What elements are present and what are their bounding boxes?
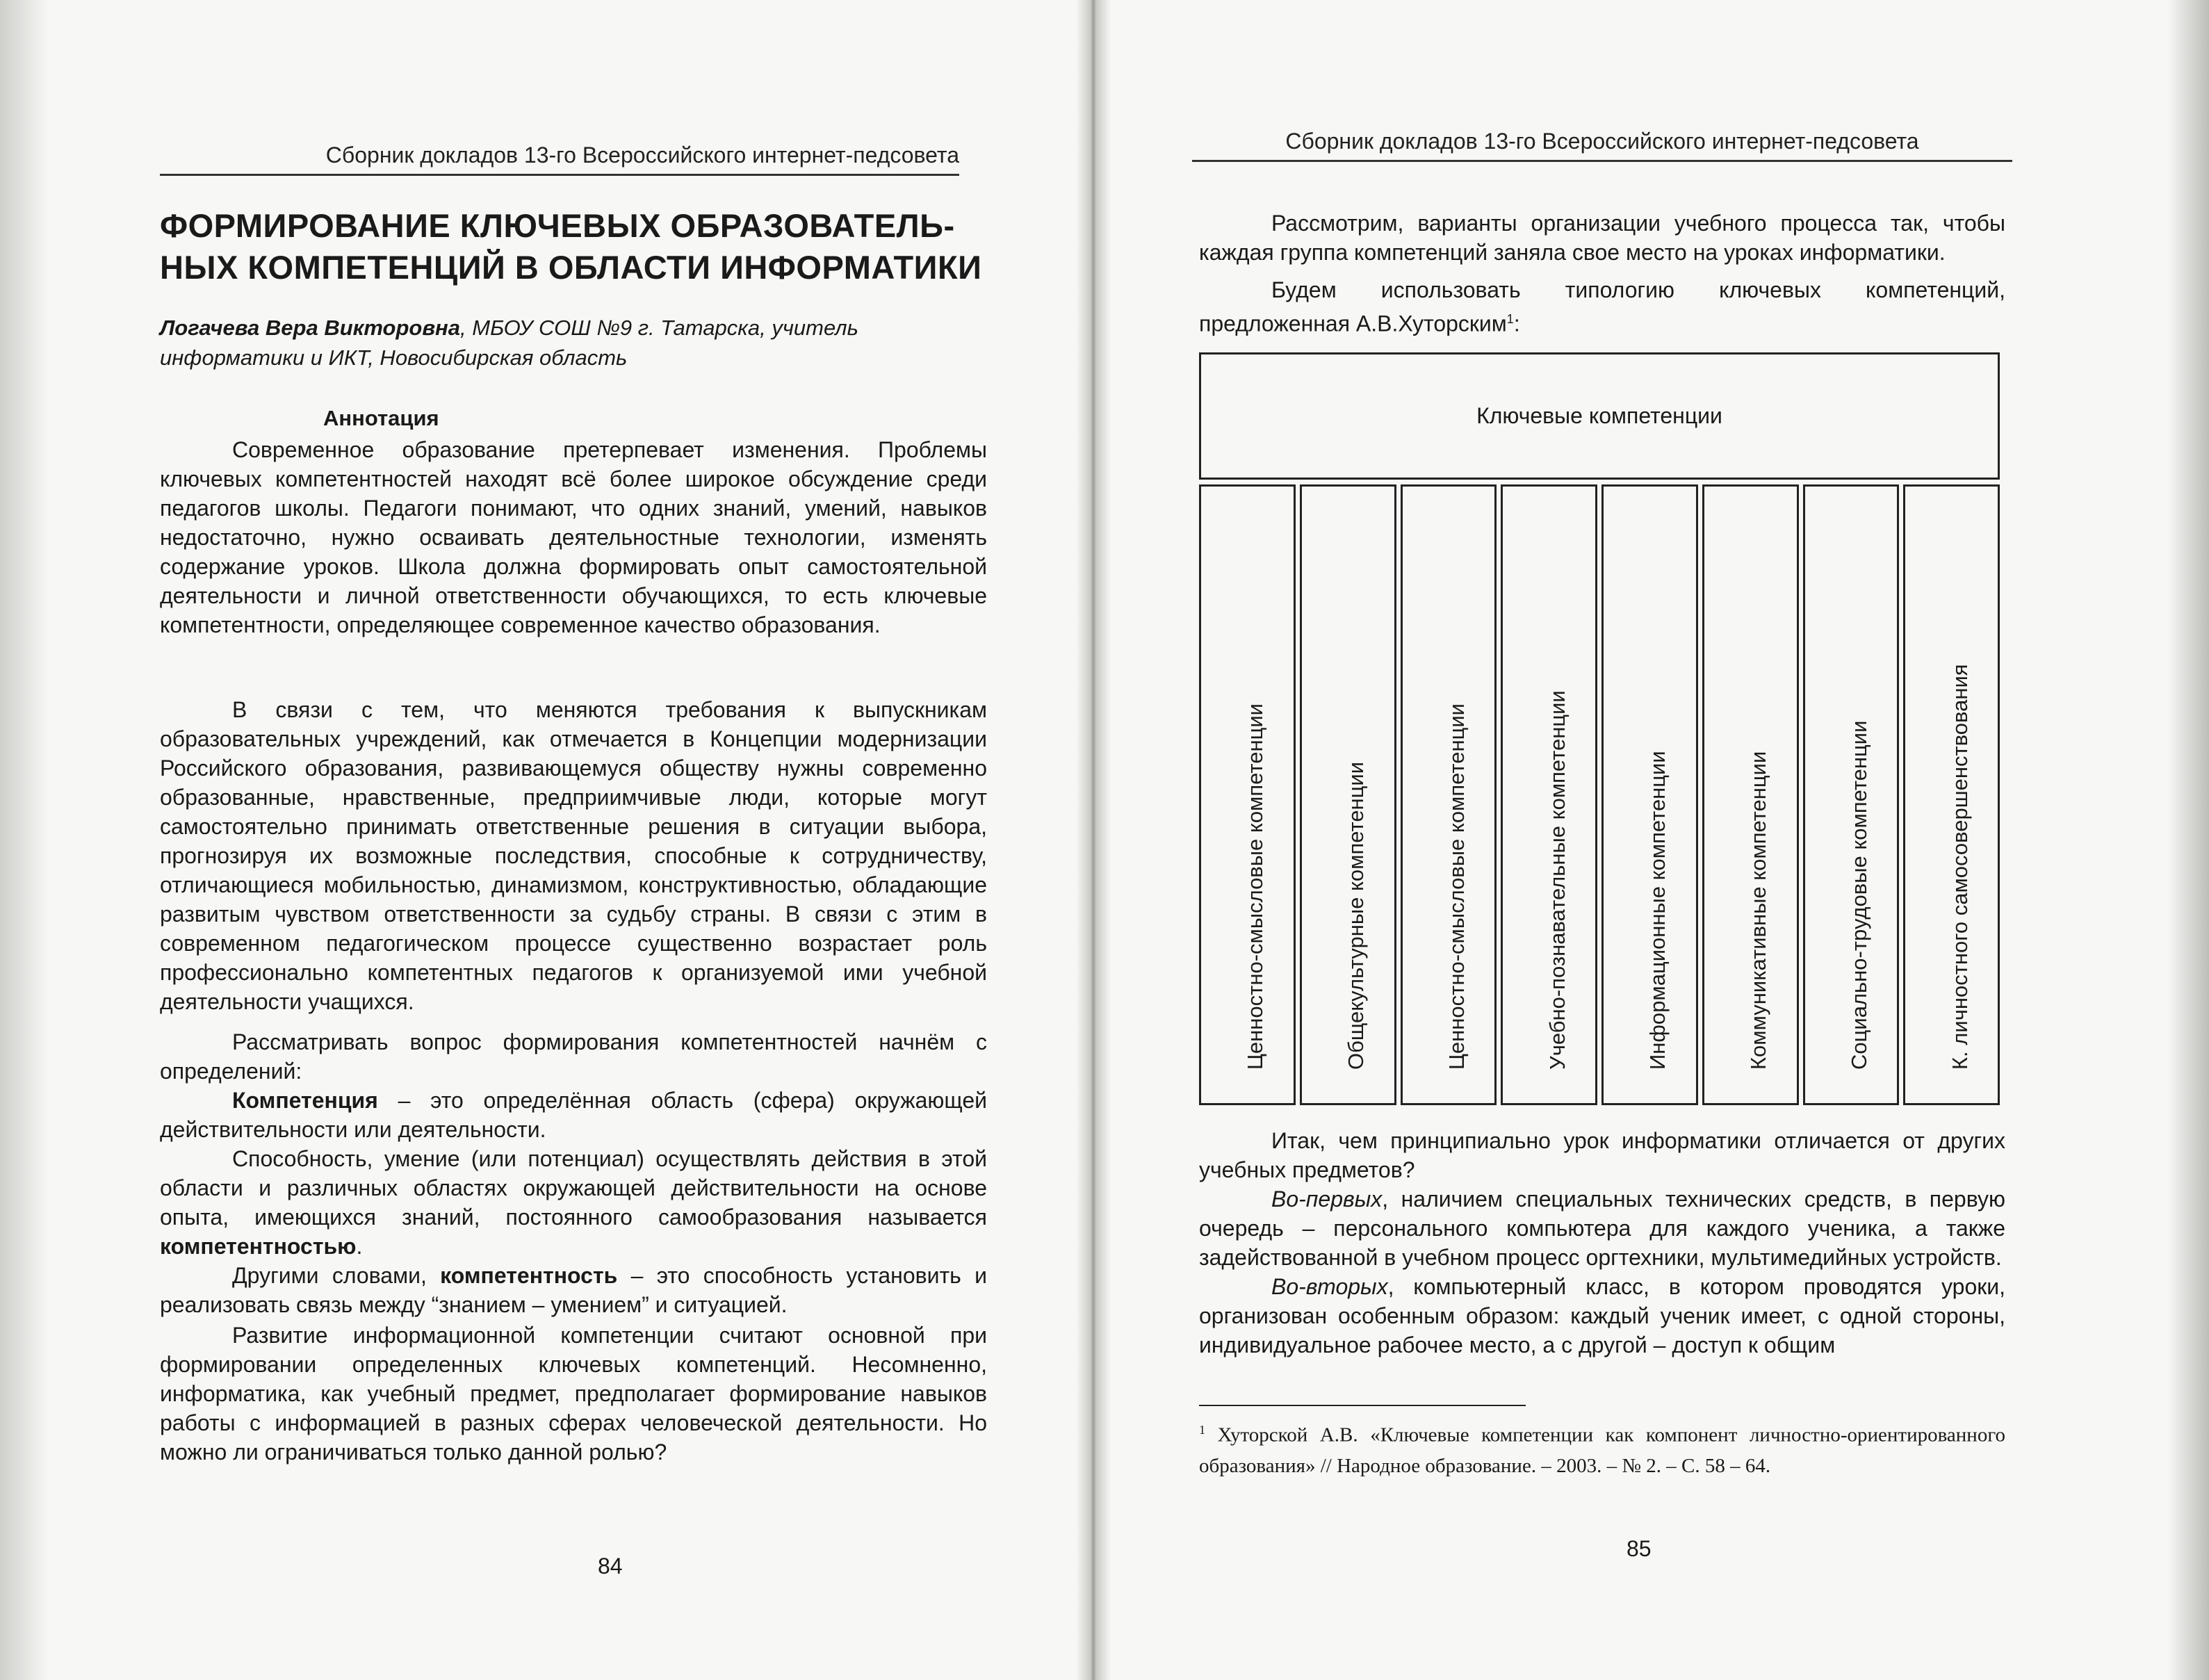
ability-end: .: [356, 1234, 363, 1259]
competency-label: Ценностно-смысловые компетенции: [1444, 703, 1469, 1070]
firstly-text: , наличием специальных технических средств, в первую очередь – персонального компьютера для каждого ученика, а также задействованной в учебном процесс оргтехники, мультимедийных устройств.: [1199, 1186, 2005, 1270]
definitions-intro-paragraph: Рассматривать вопрос формирования компетентностей начнём с определений:: [160, 1029, 987, 1084]
other-words-end: – это способность установить и реализовать связь между “знанием – умением” и ситуацией.: [160, 1263, 987, 1317]
competency-column: [1903, 484, 2000, 1105]
secondly-text: , компьютерный класс, в котором проводятся уроки, организован особенным образом: каждый ученик имеет, с одной стороны, индивидуальное рабочее место, а с другой – доступ к общим: [1199, 1274, 2005, 1357]
competency-label: Общекультурные компетенции: [1344, 761, 1369, 1070]
firstly-lead: Во-первых: [1271, 1186, 1383, 1212]
footnote: [1199, 1414, 2005, 1481]
author-affiliation: , МБОУ СОШ №9 г. Татарска, учитель информатики и ИКТ, Новосибирская область: [160, 316, 858, 370]
requirements-text: [160, 695, 987, 1016]
key-competencies-label: Ключевые компетенции: [1476, 403, 1722, 428]
right-page: [1095, 0, 2209, 1680]
competency-column: [1803, 484, 1900, 1105]
annotation-paragraph: Современное образование претерпевает изменения. Проблемы ключевых компетентностей находят всё более широкое обсуждение среди педагогов школы. Педагоги понимают, что одних знаний, умений, навыков недостаточно, нужно осваивать деятельностные технологии, изменять содержание уроков. Школа должна формировать опыт самостоятельной деятельности и личной ответственности обучающихся, то есть ключевые компетентности, определяющее современное качество образования.: [160, 437, 987, 637]
footnote-reference: 1: [1506, 312, 1514, 326]
competency-label: Коммуникативные компетенции: [1746, 751, 1771, 1070]
definitions-text: [160, 1027, 987, 1319]
competency-label: Учебно-познавательные компетенции: [1544, 690, 1570, 1070]
footnote-divider: [1199, 1405, 1526, 1406]
competency-column: [1401, 484, 1497, 1105]
book-gutter: [1076, 0, 1111, 1680]
ability-term: компетентностью: [160, 1234, 357, 1259]
left-page: [0, 0, 1090, 1680]
secondly-paragraph: [1199, 1272, 2005, 1360]
page-edge-shadow: [2167, 0, 2209, 1680]
competency-column: [1501, 484, 1597, 1105]
footnote-mark: 1: [1199, 1423, 1205, 1437]
variants-paragraph: Рассмотрим, варианты организации учебного процесса так, чтобы каждая группа компетенций заняла свое место на уроках информатики.: [1199, 211, 2005, 265]
competency-column: [1199, 484, 1296, 1105]
running-header: Сборник докладов 13-го Всероссийского интернет-педсовета: [1192, 129, 2012, 162]
typology-paragraph: [1199, 275, 2005, 339]
other-words-start: Другими словами,: [232, 1263, 441, 1288]
competency-label: К. личностного самосовершенствования: [1947, 664, 1972, 1070]
competency-column: [1702, 484, 1799, 1105]
competence-term: Компетенция: [232, 1088, 378, 1113]
typology-end: :: [1513, 311, 1520, 336]
other-words-paragraph: [160, 1261, 987, 1319]
running-header: Сборник докладов 13-го Всероссийского интернет-педсовета: [160, 142, 959, 176]
info-competence-paragraph: Развитие информационной компетенции считают основной при формировании определенных ключевых компетенций. Несомненно, информатика, как учебный предмет, предполагает формирование навыков работы с информацией в разных сферах человеческой деятельности. Но можно ли ограничиваться только данной ролью?: [160, 1323, 987, 1465]
key-competencies-box: [1199, 352, 2000, 480]
ability-text: Способность, умение (или потенциал) осуществлять действия в этой области и различных областях окружающей действительности на основе опыта, имеющихся знаний, постоянного самообразования называется: [160, 1146, 987, 1230]
secondly-lead: Во-вторых: [1271, 1274, 1388, 1299]
competence-definition-paragraph: [160, 1086, 987, 1144]
competency-label: Информационные компетенции: [1645, 751, 1670, 1070]
author-line: [160, 313, 987, 373]
question-paragraph: Итак, чем принципиально урок информатики отличается от других учебных предметов?: [1199, 1128, 2005, 1182]
competency-label: Социально-трудовые компетенции: [1846, 720, 1871, 1070]
typology-text: Будем использовать типологию ключевых компетенций, предложенная А.В.Хуторским: [1199, 277, 2005, 336]
footnote-text: Хуторской А.В. «Ключевые компетенции как компонент личностно-ориентированного образования» // Народное образование. – 2003. – № 2. – С. 58 – 64.: [1199, 1424, 2005, 1477]
annotation-text: [160, 435, 987, 639]
page-edge-shadow: [0, 0, 49, 1680]
competence-definition: – это определённая область (сфера) окружающей действительности или деятельности.: [160, 1088, 987, 1142]
competency-column: [1601, 484, 1698, 1105]
article-title: ФОРМИРОВАНИЕ КЛЮЧЕВЫХ ОБРАЗОВАТЕЛЬ-НЫХ КОМПЕТЕНЦИЙ В ОБЛАСТИ ИНФОРМАТИКИ: [160, 207, 982, 286]
annotation-heading: Аннотация: [323, 406, 439, 430]
page-number: 85: [1627, 1536, 1652, 1561]
page-number: 84: [598, 1553, 623, 1579]
author-name: Логачева Вера Викторовна: [160, 316, 461, 340]
competency-column: [1300, 484, 1396, 1105]
lesson-differences-text: [1199, 1126, 2005, 1360]
intro-text: [1199, 209, 2005, 339]
ability-paragraph: [160, 1144, 987, 1261]
other-words-term: компетентность: [440, 1263, 618, 1288]
competency-columns: [1199, 484, 2000, 1105]
competency-label: Ценностно-смысловые компетенции: [1243, 703, 1268, 1070]
requirements-paragraph: В связи с тем, что меняются требования к выпускникам образовательных учреждений, как отмечается в Концепции модернизации Российского образования, развивающемуся обществу нужны современно образованные, нравственные, предприимчивые люди, которые могут самостоятельно принимать ответственные решения в ситуации выбора, прогнозируя их возможные последствия, способные к сотрудничеству, отличающиеся мобильностью, динамизмом, конструктивностью, обладающие развитым чувством ответственности за судьбу страны. В связи с этим в современном педагогическом процессе существенно возрастает роль профессионально компетентных педагогов к организуемой ими учебной деятельности учащихся.: [160, 697, 987, 1014]
info-competence-text: [160, 1321, 987, 1467]
firstly-paragraph: [1199, 1184, 2005, 1272]
